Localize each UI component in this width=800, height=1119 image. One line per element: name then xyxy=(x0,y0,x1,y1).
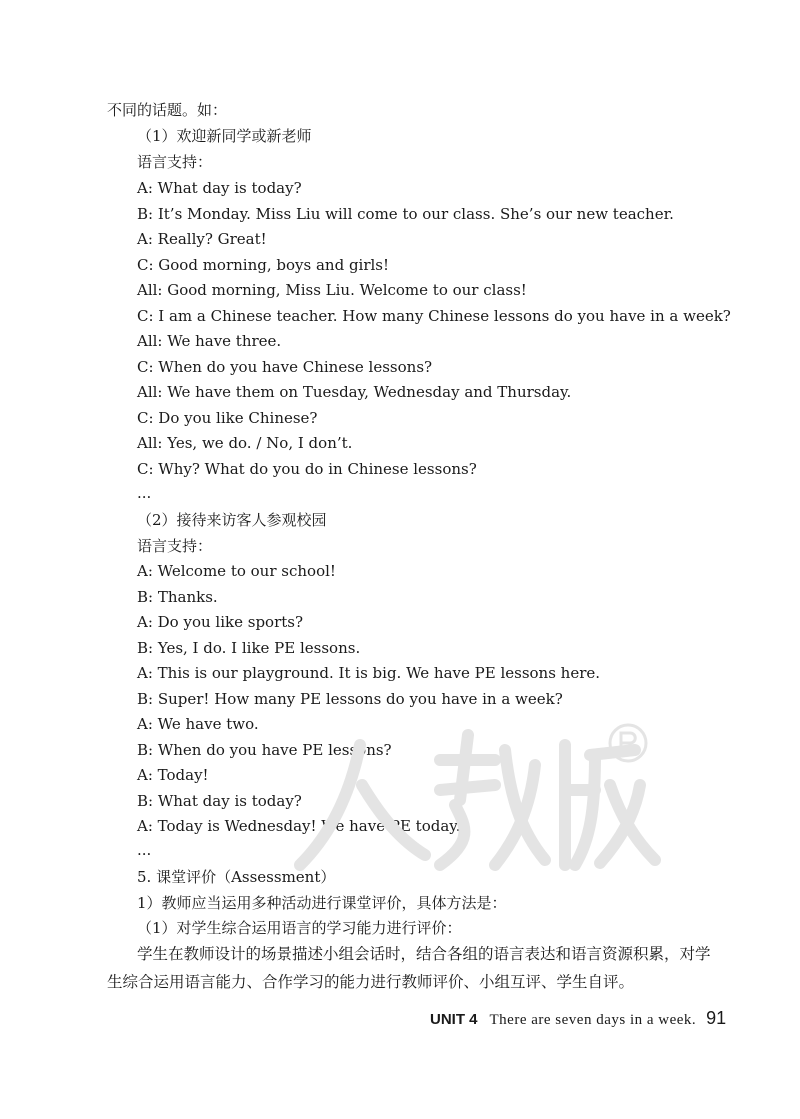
dialogue-line: A: Do you like sports? xyxy=(137,613,304,631)
dialogue-line: C: When do you have Chinese lessons? xyxy=(137,358,433,376)
language-support-label: 语言支持： xyxy=(137,153,213,171)
section-heading-1: （1）欢迎新同学或新老师 xyxy=(137,127,312,145)
dialogue-line: All: Good morning, Miss Liu. Welcome to our class! xyxy=(137,281,527,299)
dialogue-line: C: Do you like Chinese? xyxy=(137,409,318,427)
assessment-point-1: 1）教师应当运用多种活动进行课堂评价，具体方法是： xyxy=(137,894,507,912)
dialogue-line: C: I am a Chinese teacher. How many Chinese lessons do you have in a week? xyxy=(137,307,731,325)
dialogue-line: B: Super! How many PE lessons do you have in a week? xyxy=(137,690,563,708)
dialogue-line: A: Today is Wednesday! We have PE today. xyxy=(137,817,461,835)
assessment-subpoint-1: （1）对学生综合运用语言的学习能力进行评价： xyxy=(137,919,462,937)
dialogue-line: B: When do you have PE lessons? xyxy=(137,741,392,759)
dialogue-line: All: We have three. xyxy=(137,332,282,350)
dialogue-line: A: Welcome to our school! xyxy=(137,562,336,580)
language-support-label: 语言支持： xyxy=(137,537,213,555)
ellipsis: ... xyxy=(137,484,152,502)
dialogue-line: All: We have them on Tuesday, Wednesday and Thursday. xyxy=(137,383,572,401)
ellipsis: ... xyxy=(137,841,152,859)
dialogue-line: A: This is our playground. It is big. We have PE lessons here. xyxy=(137,664,601,682)
dialogue-line: A: We have two. xyxy=(137,715,259,733)
publisher-watermark xyxy=(290,715,670,875)
unit-label: UNIT 4 xyxy=(430,1011,478,1028)
dialogue-line: B: It’s Monday. Miss Liu will come to our class. She’s our new teacher. xyxy=(137,205,674,223)
page-footer xyxy=(430,1008,726,1029)
assessment-paragraph: 学生在教师设计的场景描述小组会话时，结合各组的语言表达和语言资源积累，对学生综合运用语言能力、合作学习的能力进行教师评价、小组互评、学生自评。 xyxy=(107,945,711,991)
dialogue-line: B: What day is today? xyxy=(137,792,302,810)
dialogue-line: A: Really? Great! xyxy=(137,230,267,248)
dialogue-line: A: Today! xyxy=(137,766,209,784)
dialogue-line: All: Yes, we do. / No, I don’t. xyxy=(137,434,353,452)
dialogue-line: A: What day is today? xyxy=(137,179,302,197)
dialogue-line: C: Good morning, boys and girls! xyxy=(137,256,390,274)
section-heading-assessment: 5. 课堂评价（Assessment） xyxy=(137,868,336,886)
dialogue-line: B: Yes, I do. I like PE lessons. xyxy=(137,639,361,657)
dialogue-line: B: Thanks. xyxy=(137,588,218,606)
section-heading-2: （2）接待来访客人参观校园 xyxy=(137,511,327,529)
page-number: 91 xyxy=(706,1008,727,1028)
intro-line: 不同的话题。如： xyxy=(107,101,228,119)
dialogue-line: C: Why? What do you do in Chinese lessons? xyxy=(137,460,477,478)
unit-title: There are seven days in a week. xyxy=(489,1012,697,1028)
